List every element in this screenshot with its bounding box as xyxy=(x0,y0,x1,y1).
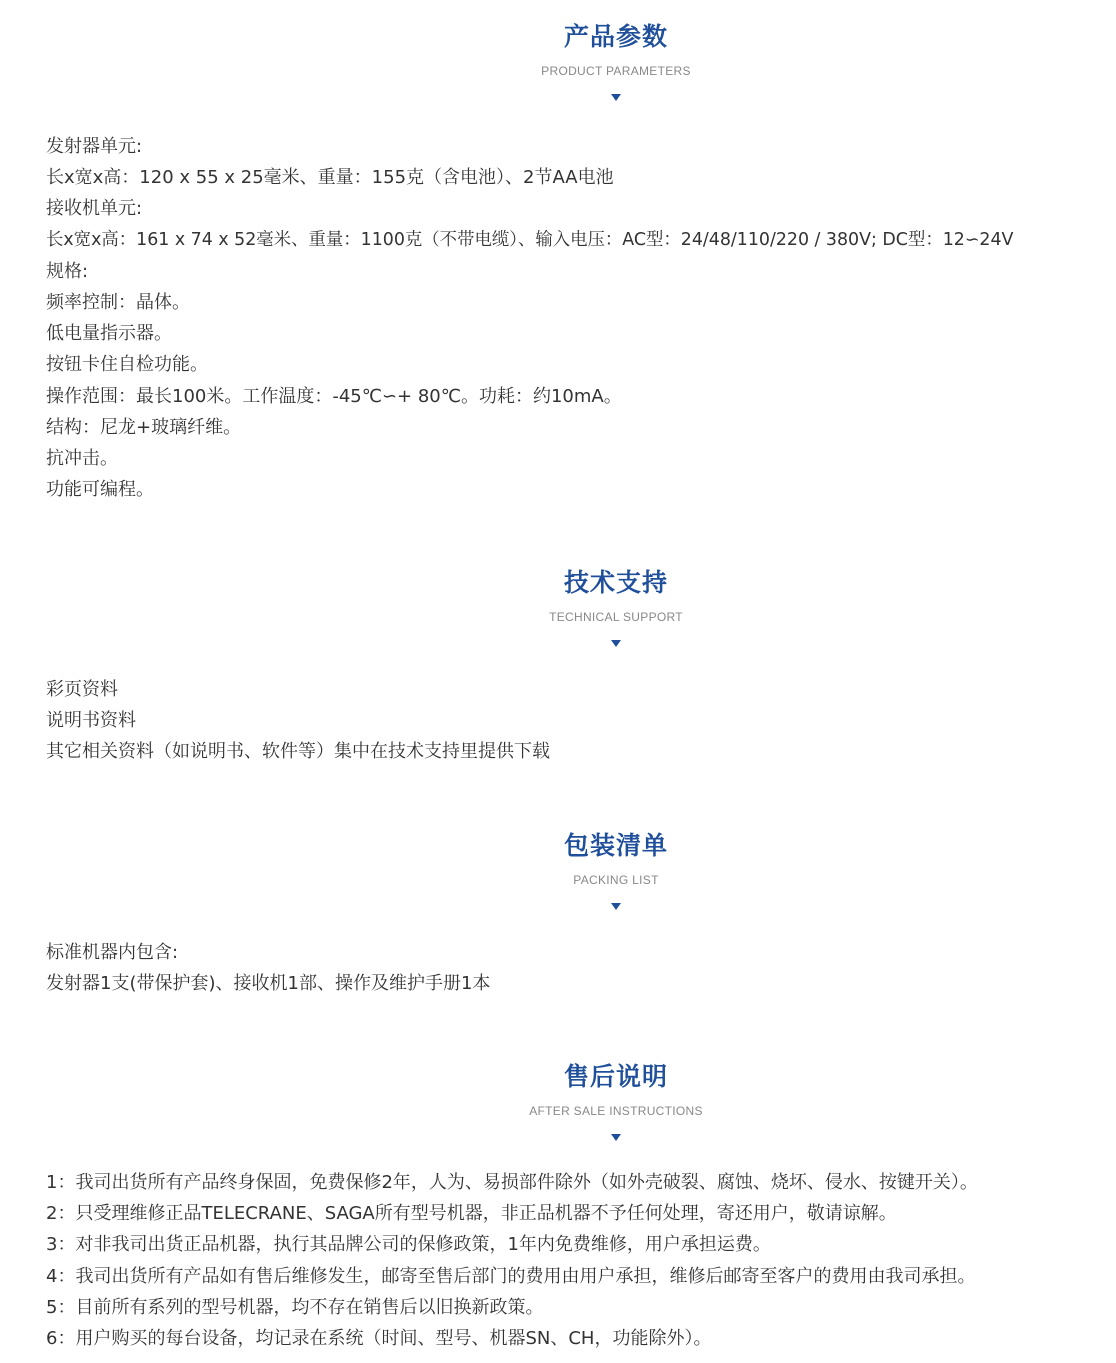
text-line: 抗冲击。 xyxy=(46,447,118,469)
text-line: 说明书资料 xyxy=(46,710,136,732)
text-line: 发射器1支(带保护套)、接收机1部、操作及维护手册1本 xyxy=(46,973,491,995)
section-subtitle: TECHNICAL SUPPORT xyxy=(549,610,683,624)
section-header-after-sale xyxy=(0,1060,1116,1141)
section-header-technical-support xyxy=(0,566,1116,647)
section-subtitle: PRODUCT PARAMETERS xyxy=(541,64,691,78)
text-line: 长x宽x高：120 x 55 x 25毫米、重量：155克（含电池）、2节AA电池 xyxy=(46,167,614,189)
section-body-product-parameters xyxy=(46,131,1116,505)
section-header-product-parameters xyxy=(0,20,1116,101)
section-subtitle: PACKING LIST xyxy=(573,873,659,887)
list-item: 6：用户购买的每台设备，均记录在系统（时间、型号、机器SN、CH，功能除外）。 xyxy=(46,1327,712,1349)
text-line: 低电量指示器。 xyxy=(46,323,172,345)
text-line: 长x宽x高：161 x 74 x 52毫米、重量：1100克（不带电缆）、输入电压：AC型：24/48/110/220 / 380V; DC型：12∽24V xyxy=(46,229,1014,250)
text-line: 频率控制：晶体。 xyxy=(46,291,190,313)
list-item: 1：我司出货所有产品终身保固，免费保修2年，人为、易损部件除外（如外壳破裂、腐蚀、烧坏、侵水、按键开关）。 xyxy=(46,1172,978,1193)
section-subtitle: AFTER SALE INSTRUCTIONS xyxy=(529,1104,703,1118)
list-item: 4：我司出货所有产品如有售后维修发生，邮寄至售后部门的费用由用户承担，维修后邮寄至客户的费用由我司承担。 xyxy=(46,1265,976,1287)
text-line: 接收机单元: xyxy=(46,198,143,220)
section-title: 技术支持 xyxy=(563,568,668,597)
text-line: 按钮卡住自检功能。 xyxy=(46,354,208,376)
section-title: 产品参数 xyxy=(563,22,668,51)
section-title: 售后说明 xyxy=(563,1062,668,1091)
text-line: 规格: xyxy=(46,260,89,282)
section-title: 包装清单 xyxy=(563,831,668,860)
caret-down-icon xyxy=(611,903,621,910)
caret-down-icon xyxy=(611,1134,621,1141)
text-line: 功能可编程。 xyxy=(46,479,154,501)
section-body-technical-support xyxy=(46,674,1116,768)
text-line: 结构：尼龙+玻璃纤维。 xyxy=(46,416,242,438)
section-body-packing-list xyxy=(46,937,1116,999)
text-line: 操作范围：最长100米。工作温度：-45℃∽+ 80℃。功耗：约10mA。 xyxy=(46,385,622,407)
list-item: 3：对非我司出货正品机器，执行其品牌公司的保修政策，1年内免费维修，用户承担运费。 xyxy=(46,1234,771,1256)
text-line: 发射器单元: xyxy=(46,136,143,157)
caret-down-icon xyxy=(611,94,621,101)
text-line: 标准机器内包含: xyxy=(46,942,179,963)
text-line: 彩页资料 xyxy=(46,679,118,700)
list-item: 5：目前所有系列的型号机器，均不存在销售后以旧换新政策。 xyxy=(46,1296,544,1318)
text-line: 其它相关资料（如说明书、软件等）集中在技术支持里提供下载 xyxy=(46,741,550,763)
caret-down-icon xyxy=(611,640,621,647)
section-header-packing-list xyxy=(0,829,1116,910)
section-body-after-sale xyxy=(46,1167,1116,1354)
list-item: 2：只受理维修正品TELECRANE、SAGA所有型号机器，非正品机器不予任何处理，寄还用户，敬请谅解。 xyxy=(46,1203,897,1225)
